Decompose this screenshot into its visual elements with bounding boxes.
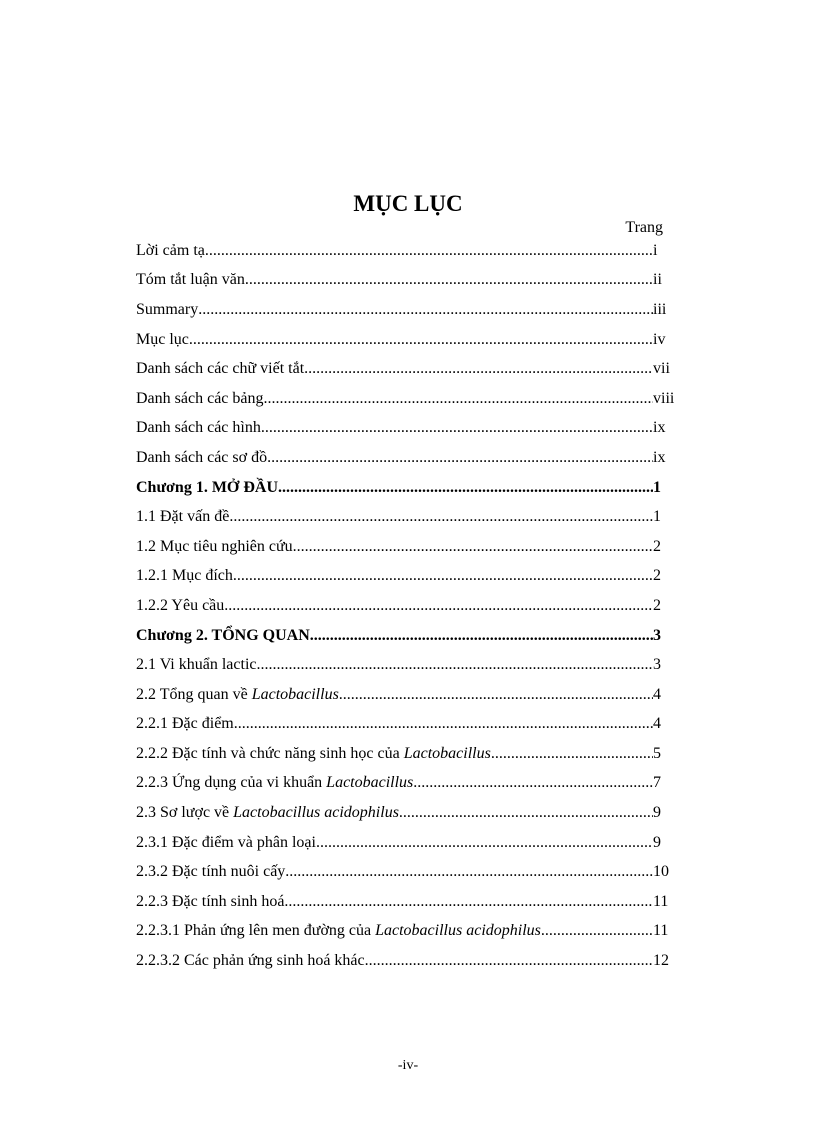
dot-leader (285, 863, 653, 881)
toc-entry-page: vii (653, 360, 670, 378)
toc-entry (136, 295, 677, 325)
dot-leader (413, 774, 653, 792)
toc-entry-label: Tóm tắt luận văn (136, 271, 245, 289)
toc-entry-label: 1.2.1 Mục đích (136, 567, 233, 585)
page-column-header: Trang (625, 219, 663, 236)
toc-entry-page: ix (653, 448, 666, 466)
dot-leader (234, 715, 653, 733)
dot-leader (264, 390, 654, 408)
toc-entry (136, 502, 677, 532)
toc-entry-label: 2.3.2 Đặc tính nuôi cấy (136, 863, 286, 881)
toc-entry-label: 1.2 Mục tiêu nghiên cứu (136, 537, 293, 555)
toc-entry-label: 2.2.3 Đặc tính sinh hoá (136, 892, 285, 910)
toc-entry-label: Danh sách các bảng (136, 389, 264, 407)
toc-entry (136, 857, 677, 887)
toc-entry-page: 9 (653, 804, 661, 822)
dot-leader (245, 271, 653, 289)
toc-entry (136, 621, 677, 651)
toc-entry-label: 2.2.3.1 Phản ứng lên men đường của Lactobacillus acidophilus (136, 922, 541, 940)
toc-entry (136, 325, 677, 355)
toc-entry-page: 1 (653, 478, 661, 496)
dot-leader (304, 360, 653, 378)
toc-entry (136, 710, 677, 740)
toc-entry-page: 11 (653, 892, 669, 910)
toc-entry-label: 2.3 Sơ lược về Lactobacillus acidophilus (136, 804, 399, 822)
toc-entry-page: ix (653, 419, 666, 437)
toc-entry (136, 798, 677, 828)
toc-entry (136, 680, 677, 710)
toc-entry-label: 2.2 Tổng quan về Lactobacillus (136, 685, 339, 703)
toc-entry-label: Danh sách các chữ viết tắt (136, 360, 305, 378)
toc-entry-label: Chương 1. MỞ ĐẦU (136, 478, 279, 496)
toc-entry (136, 917, 677, 947)
toc-entry-page: 2 (653, 596, 661, 614)
toc-entry-label: Summary (136, 300, 199, 318)
table-of-contents (136, 236, 677, 976)
toc-entry-page: ii (653, 271, 662, 289)
dot-leader (365, 952, 653, 970)
toc-entry-label: 2.3.1 Đặc điểm và phân loại (136, 833, 316, 851)
toc-entry-label: 2.1 Vi khuẩn lactic (136, 656, 257, 674)
toc-entry-page: i (653, 241, 658, 259)
toc-entry-page: viii (653, 389, 675, 407)
dot-leader (310, 627, 653, 645)
dot-leader (278, 479, 653, 497)
toc-entry-page: 12 (653, 952, 669, 970)
toc-entry-page: 7 (653, 774, 661, 792)
toc-entry (136, 443, 677, 473)
toc-entry-page: 3 (653, 656, 661, 674)
toc-entry (136, 887, 677, 917)
toc-entry (136, 769, 677, 799)
dot-leader (293, 538, 653, 556)
dot-leader (399, 804, 653, 822)
page-number-footer: -iv- (397, 1058, 419, 1073)
toc-entry (136, 266, 677, 296)
toc-entry-page: 4 (653, 715, 661, 733)
toc-entry (136, 591, 677, 621)
toc-entry-page: 2 (653, 567, 661, 585)
toc-entry-page: 9 (653, 833, 661, 851)
toc-entry-label: Danh sách các hình (136, 419, 261, 437)
dot-leader (541, 922, 653, 940)
dot-leader (267, 449, 653, 467)
toc-entry-page: 4 (653, 685, 661, 703)
dot-leader (491, 745, 653, 763)
dot-leader (339, 686, 653, 704)
toc-entry (136, 532, 677, 562)
toc-entry-page: iv (653, 330, 666, 348)
toc-entry-label: 2.2.3 Ứng dụng của vi khuẩn Lactobacillus (136, 774, 414, 792)
dot-leader (205, 242, 653, 260)
toc-entry (136, 384, 677, 414)
dot-leader (233, 567, 653, 585)
toc-entry-page: 5 (653, 744, 661, 762)
toc-entry-label: Chương 2. TỔNG QUAN (136, 626, 310, 644)
toc-entry-page: iii (653, 300, 667, 318)
toc-entry (136, 946, 677, 976)
toc-entry-page: 1 (653, 508, 661, 526)
toc-entry-page: 10 (653, 863, 669, 881)
toc-entry-page: 11 (653, 922, 669, 940)
toc-entry (136, 739, 677, 769)
toc-entry-label: 1.2.2 Yêu cầu (136, 596, 225, 614)
toc-entry (136, 828, 677, 858)
toc-entry (136, 236, 677, 266)
dot-leader (198, 301, 653, 319)
dot-leader (257, 656, 654, 674)
dot-leader (261, 419, 653, 437)
toc-entry-label: Danh sách các sơ đồ (136, 448, 268, 466)
toc-entry (136, 562, 677, 592)
toc-entry (136, 473, 677, 503)
dot-leader (189, 331, 653, 349)
dot-leader (229, 508, 653, 526)
toc-entry-label: 2.2.1 Đặc điểm (136, 715, 234, 733)
toc-entry-page: 3 (653, 626, 661, 644)
toc-entry-label: Lời cảm tạ (136, 241, 205, 259)
toc-entry (136, 414, 677, 444)
toc-entry-label: 2.2.2 Đặc tính và chức năng sinh học của Lactobacillus (136, 744, 491, 762)
toc-entry-label: Mục lục (136, 330, 189, 348)
toc-entry (136, 354, 677, 384)
dot-leader (316, 834, 653, 852)
toc-entry (136, 650, 677, 680)
dot-leader (224, 597, 653, 615)
dot-leader (284, 893, 653, 911)
toc-entry-label: 1.1 Đặt vấn đề (136, 508, 230, 526)
toc-entry-page: 2 (653, 537, 661, 555)
toc-entry-label: 2.2.3.2 Các phản ứng sinh hoá khác (136, 952, 365, 970)
page-title: MỤC LỤC (353, 191, 463, 216)
